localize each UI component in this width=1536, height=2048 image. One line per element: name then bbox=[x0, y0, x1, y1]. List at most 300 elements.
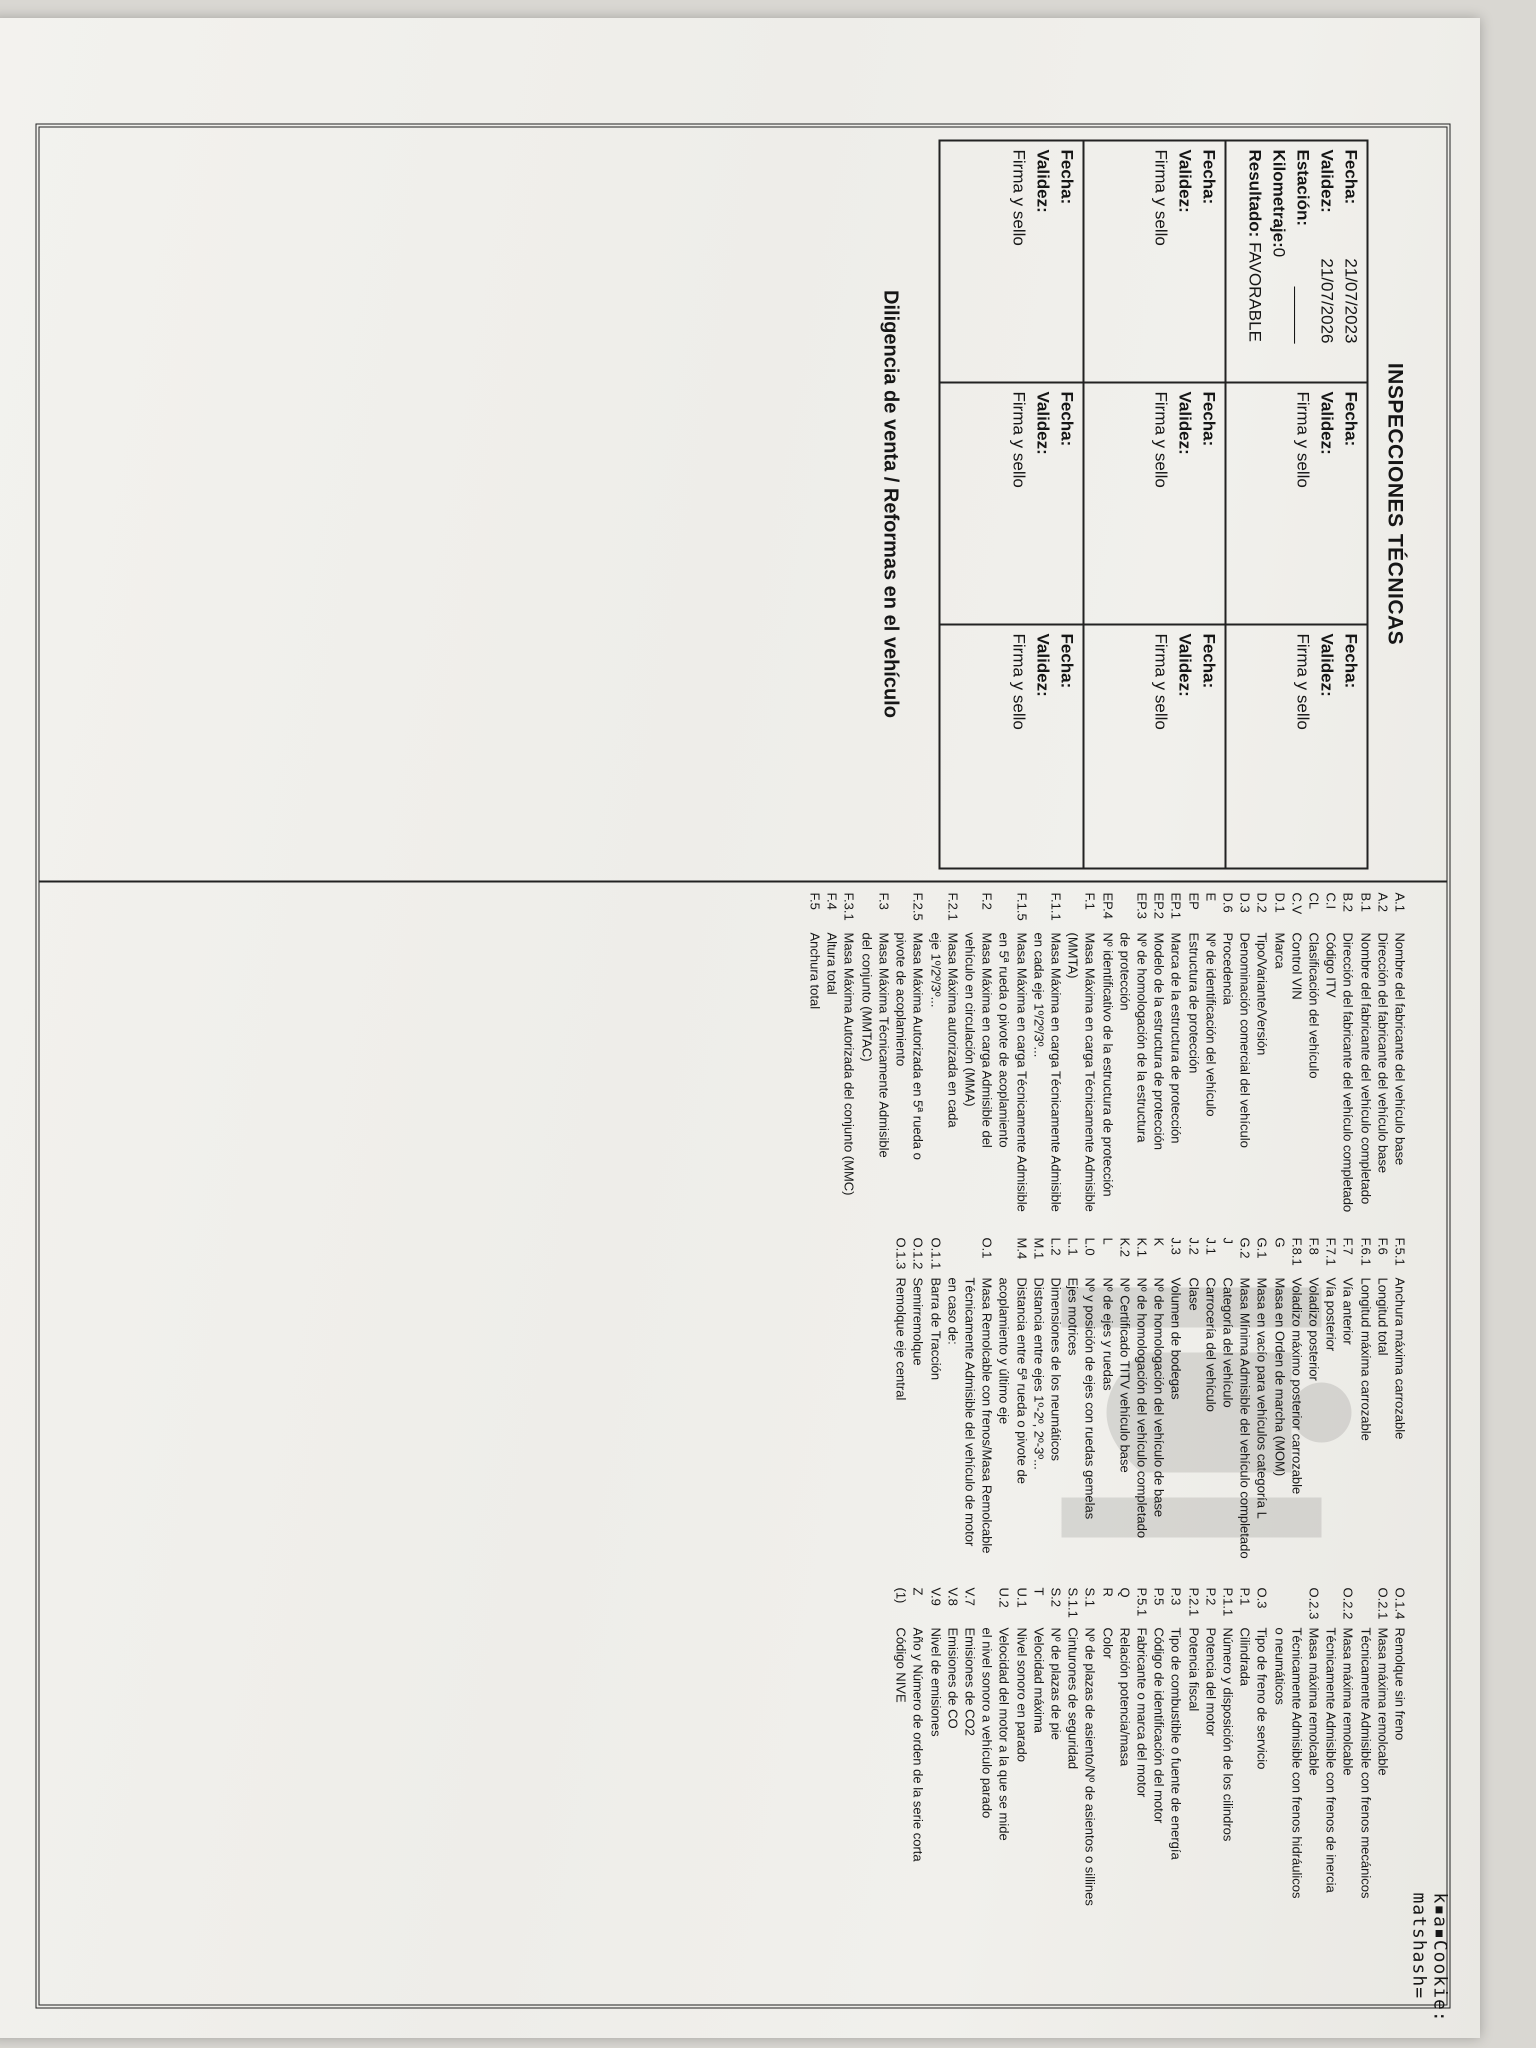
field-text: Nº de homologación de la estructura bbox=[1133, 932, 1149, 1142]
field-text: Distancia entre ejes 1º-2º, 2º-3º... bbox=[1030, 1277, 1046, 1470]
field-item bbox=[1133, 892, 1150, 1212]
field-text: Fabricante o marca del motor bbox=[1133, 1627, 1149, 1797]
field-text: en caso de: bbox=[944, 1277, 960, 1345]
validez-label: Validez: bbox=[1175, 633, 1194, 697]
field-item bbox=[944, 892, 961, 1212]
field-item bbox=[1219, 1237, 1236, 1558]
field-item bbox=[1167, 1237, 1184, 1558]
field-text: Masa Mínima Admisible del vehículo completado bbox=[1237, 1277, 1253, 1559]
fields-column-1 bbox=[806, 892, 1408, 1212]
field-item bbox=[909, 1587, 926, 1905]
field-item bbox=[1202, 1237, 1219, 1558]
field-text: Código de identificación del motor bbox=[1151, 1627, 1167, 1823]
field-code: F.3 bbox=[875, 892, 891, 910]
field-text: Barra de Tracción bbox=[927, 1277, 943, 1380]
field-code: F.5 bbox=[807, 892, 823, 910]
field-item bbox=[1064, 892, 1081, 1212]
field-code: F.1.5 bbox=[1013, 892, 1029, 921]
field-item bbox=[806, 892, 823, 1212]
field-item bbox=[1305, 1237, 1322, 1558]
field-item bbox=[1012, 1237, 1029, 1558]
field-code: K.2 bbox=[1116, 1237, 1132, 1257]
field-text: en cada eje 1º/2º/3º... bbox=[1030, 932, 1046, 1057]
field-text: Tipo de combustible o fuente de energía bbox=[1168, 1627, 1184, 1860]
field-text: Semirremolque bbox=[910, 1277, 926, 1366]
field-code: P.2.1 bbox=[1185, 1587, 1201, 1616]
resultado-label: Resultado: bbox=[1245, 149, 1264, 237]
field-code: S.1 bbox=[1082, 1587, 1098, 1607]
field-code bbox=[1030, 892, 1047, 932]
field-item bbox=[961, 1237, 978, 1558]
fecha-label: Fecha: bbox=[1057, 633, 1076, 688]
field-code: O.1 bbox=[979, 1237, 995, 1258]
field-code: P.1.1 bbox=[1219, 1587, 1235, 1616]
field-text: Control VIN bbox=[1288, 932, 1304, 1000]
field-item bbox=[1253, 1237, 1270, 1558]
inspections-title: INSPECCIONES TÉCNICAS bbox=[1383, 362, 1406, 645]
firma-label: Firma y sello bbox=[1293, 391, 1312, 488]
field-text: Técnicamente Admisible con frenos hidráulicos bbox=[1288, 1627, 1304, 1898]
field-code: O.2.1 bbox=[1374, 1587, 1390, 1619]
field-text: Clase bbox=[1185, 1277, 1201, 1311]
field-text: Masa máxima remolcable bbox=[1305, 1627, 1321, 1776]
field-text: Velocidad máxima bbox=[1030, 1627, 1046, 1733]
field-text: de protección bbox=[1116, 932, 1132, 1011]
field-item bbox=[995, 1237, 1012, 1558]
field-code: O.1.2 bbox=[910, 1237, 926, 1269]
field-item bbox=[1030, 892, 1047, 1212]
field-code: M.4 bbox=[1013, 1237, 1029, 1259]
fecha-label: Fecha: bbox=[1057, 149, 1076, 204]
field-code: O.2.3 bbox=[1305, 1587, 1321, 1619]
field-code: A.2 bbox=[1374, 892, 1390, 912]
kilometraje-value: 0 bbox=[1269, 247, 1288, 257]
field-item bbox=[1270, 1587, 1287, 1905]
inspection-cell bbox=[1224, 625, 1366, 867]
field-code: F.7 bbox=[1340, 1237, 1356, 1255]
field-item bbox=[1288, 1237, 1305, 1558]
field-item bbox=[892, 892, 909, 1212]
firma-label: Firma y sello bbox=[1009, 149, 1028, 246]
field-text: Masa en vacío para vehículos categoría L bbox=[1254, 1277, 1270, 1519]
field-text: Color bbox=[1099, 1627, 1115, 1659]
field-item bbox=[926, 1237, 943, 1558]
field-item bbox=[1202, 1587, 1219, 1905]
field-code: S.1.1 bbox=[1065, 1587, 1081, 1618]
field-code: D.6 bbox=[1219, 892, 1235, 913]
field-item bbox=[961, 892, 978, 1212]
field-code: EP.2 bbox=[1151, 892, 1167, 919]
field-text: en 5ª rueda o pivote de acoplamiento bbox=[996, 932, 1012, 1148]
field-text: Dirección del fabricante del vehículo completado bbox=[1340, 932, 1356, 1212]
field-item bbox=[1064, 1587, 1081, 1905]
field-text: Distancia entre 5ª rueda o pivote de bbox=[1013, 1277, 1029, 1484]
firma-label: Firma y sello bbox=[1293, 633, 1312, 730]
field-item bbox=[1374, 1587, 1391, 1905]
field-code: EP.3 bbox=[1133, 892, 1149, 919]
fecha-label: Fecha: bbox=[1341, 391, 1360, 446]
field-item bbox=[1098, 1237, 1115, 1558]
field-item bbox=[1339, 1237, 1356, 1558]
field-code: F.8 bbox=[1305, 1237, 1321, 1255]
field-code: D.3 bbox=[1237, 892, 1253, 913]
field-item bbox=[1116, 892, 1133, 1212]
field-code: O.1.1 bbox=[927, 1237, 943, 1269]
field-item bbox=[1081, 1237, 1098, 1558]
field-code: J.2 bbox=[1185, 1237, 1201, 1255]
field-code: K.1 bbox=[1133, 1237, 1149, 1257]
field-item bbox=[978, 1587, 995, 1905]
field-item bbox=[1030, 1587, 1047, 1905]
field-item bbox=[1270, 1237, 1287, 1558]
field-item bbox=[1184, 1587, 1201, 1905]
validez-label: Validez: bbox=[1033, 149, 1052, 213]
field-item bbox=[1150, 1237, 1167, 1558]
fields-column-2 bbox=[892, 1237, 1408, 1558]
field-code: O.1.4 bbox=[1392, 1587, 1407, 1619]
field-code bbox=[944, 1237, 961, 1277]
fecha-label: Fecha: bbox=[1199, 149, 1218, 204]
field-item bbox=[1219, 1587, 1236, 1905]
validez-label: Validez: bbox=[1033, 633, 1052, 697]
field-code: B.1 bbox=[1357, 892, 1373, 912]
field-item bbox=[1288, 1587, 1305, 1905]
field-text: (MMTA) bbox=[1065, 932, 1081, 978]
field-code: E bbox=[1202, 892, 1218, 901]
field-code: C.V bbox=[1288, 892, 1304, 914]
field-item bbox=[926, 892, 943, 1212]
field-item bbox=[1253, 892, 1270, 1212]
field-text: Carrocería del vehículo bbox=[1202, 1277, 1218, 1412]
field-item bbox=[1356, 1587, 1373, 1905]
firma-label: Firma y sello bbox=[1009, 633, 1028, 730]
field-text: Anchura máxima carrozable bbox=[1392, 1277, 1407, 1439]
field-item bbox=[1339, 892, 1356, 1212]
field-text: Nº de identificación del vehículo bbox=[1202, 932, 1218, 1116]
fecha-label: Fecha: bbox=[1199, 391, 1218, 446]
field-text: del conjunto (MMTAC) bbox=[858, 932, 874, 1062]
field-code: F.5.1 bbox=[1392, 1237, 1407, 1266]
field-code: F.8.1 bbox=[1288, 1237, 1304, 1266]
field-item bbox=[1391, 892, 1408, 1212]
field-text: Longitud máxima carrozable bbox=[1357, 1277, 1373, 1441]
inspection-cell bbox=[1082, 141, 1224, 383]
field-code: V.8 bbox=[944, 1587, 960, 1606]
field-code: P.2 bbox=[1202, 1587, 1218, 1605]
field-code: F.6 bbox=[1374, 1237, 1390, 1255]
field-text: Técnicamente Admisible del vehículo de motor bbox=[961, 1277, 977, 1546]
field-item bbox=[961, 1587, 978, 1905]
firma-label: Firma y sello bbox=[1151, 149, 1170, 246]
field-code: F.1 bbox=[1082, 892, 1098, 910]
field-text: Masa Máxima en carga Técnicamente Admisible bbox=[1047, 932, 1063, 1212]
field-text: Vía anterior bbox=[1340, 1277, 1356, 1345]
field-code: EP.1 bbox=[1168, 892, 1184, 919]
field-text: Nº de plazas de asiento/Nº de asientos o sillines bbox=[1082, 1627, 1098, 1906]
field-code: EP bbox=[1185, 892, 1201, 910]
field-item bbox=[1339, 1587, 1356, 1905]
field-code bbox=[1270, 1587, 1287, 1627]
inspections-panel bbox=[39, 127, 1446, 882]
field-code: C.I bbox=[1323, 892, 1339, 909]
field-item bbox=[1081, 1587, 1098, 1905]
estacion-value: ______ bbox=[1293, 286, 1312, 343]
field-text: Altura total bbox=[824, 932, 840, 995]
fecha-label: Fecha: bbox=[1341, 633, 1360, 688]
field-code: P.5.1 bbox=[1133, 1587, 1149, 1616]
field-code bbox=[858, 892, 875, 932]
field-code: D.2 bbox=[1254, 892, 1270, 913]
field-code bbox=[1064, 892, 1081, 932]
field-code: P.3 bbox=[1168, 1587, 1184, 1605]
field-item bbox=[1030, 1237, 1047, 1558]
field-code bbox=[1322, 1587, 1339, 1627]
field-text: Nivel de emisiones bbox=[927, 1627, 943, 1737]
field-code: EP.4 bbox=[1099, 892, 1115, 919]
field-text: Velocidad del motor a la que se mide bbox=[996, 1627, 1012, 1841]
field-item bbox=[944, 1587, 961, 1905]
field-item bbox=[1098, 1587, 1115, 1905]
field-text: Masa Máxima Autorizada en 5ª rueda o bbox=[910, 932, 926, 1160]
field-text: Volumen de bodegas bbox=[1168, 1277, 1184, 1400]
field-code: F.3.1 bbox=[841, 892, 857, 921]
field-item bbox=[1167, 1587, 1184, 1905]
field-code: F.6.1 bbox=[1357, 1237, 1373, 1266]
validez-label: Validez: bbox=[1317, 149, 1336, 213]
field-item bbox=[1202, 892, 1219, 1212]
field-item bbox=[1133, 1237, 1150, 1558]
field-text: Nivel sonoro en parado bbox=[1013, 1627, 1029, 1762]
document-paper bbox=[0, 18, 1480, 2038]
field-code: (1) bbox=[893, 1587, 909, 1603]
fecha-label: Fecha: bbox=[1341, 149, 1360, 204]
field-code: M.1 bbox=[1030, 1237, 1046, 1259]
field-code: S.2 bbox=[1047, 1587, 1063, 1607]
field-text: Masa Máxima en carga Admisible del bbox=[979, 932, 995, 1148]
field-text: Procedencia bbox=[1219, 932, 1235, 1005]
field-item bbox=[1236, 892, 1253, 1212]
field-item bbox=[1012, 1587, 1029, 1905]
field-text: Emisiones de CO bbox=[944, 1627, 960, 1729]
field-item bbox=[823, 892, 840, 1212]
field-code bbox=[926, 892, 943, 932]
field-reference-panel bbox=[39, 882, 1450, 2023]
field-item bbox=[858, 892, 875, 1212]
field-item bbox=[926, 1587, 943, 1905]
fecha-label: Fecha: bbox=[1199, 633, 1218, 688]
field-text: Técnicamente Admisible con frenos de inercia bbox=[1323, 1627, 1339, 1893]
field-text: Tipo de freno de servicio bbox=[1254, 1627, 1270, 1769]
field-text: Masa Máxima en carga Técnicamente Admisible bbox=[1013, 932, 1029, 1212]
field-code: F.1.1 bbox=[1047, 892, 1063, 921]
field-text: Denominación comercial del vehículo bbox=[1237, 932, 1253, 1148]
field-text: Cinturones de seguridad bbox=[1065, 1627, 1081, 1769]
field-code: O.2.2 bbox=[1340, 1587, 1356, 1619]
field-text: Marca bbox=[1271, 932, 1287, 969]
field-text: Nº identificativo de la estructura de protección bbox=[1099, 932, 1115, 1197]
field-item bbox=[1236, 1587, 1253, 1905]
validez-label: Validez: bbox=[1175, 391, 1194, 455]
field-item bbox=[944, 1237, 961, 1558]
field-item bbox=[1219, 892, 1236, 1212]
field-item bbox=[995, 892, 1012, 1212]
validez-label: Validez: bbox=[1175, 149, 1194, 213]
firma-label: Firma y sello bbox=[1151, 391, 1170, 488]
field-item bbox=[995, 1587, 1012, 1905]
hash-text: k▪a▪Cookie: matshash= bbox=[1408, 1892, 1450, 2023]
field-code: K bbox=[1151, 1237, 1167, 1246]
field-text: Masa Remolcable con frenos/Masa Remolcable bbox=[979, 1277, 995, 1554]
field-text: pivote de acoplamiento bbox=[893, 932, 909, 1066]
field-code: F.7.1 bbox=[1323, 1237, 1339, 1266]
field-item bbox=[1133, 1587, 1150, 1905]
field-text: Nº de homologación del vehículo completado bbox=[1133, 1277, 1149, 1538]
field-text: Nombre del fabricante del vehículo base bbox=[1392, 932, 1407, 1165]
field-text: Nombre del fabricante del vehículo completado bbox=[1357, 932, 1373, 1204]
field-text: acoplamiento y último eje bbox=[996, 1277, 1012, 1424]
field-code: U.2 bbox=[996, 1587, 1012, 1608]
inspection-cell bbox=[1224, 383, 1366, 625]
field-text: Ejes motrices bbox=[1065, 1277, 1081, 1356]
resultado-value: FAVORABLE bbox=[1245, 241, 1264, 342]
field-code: L.0 bbox=[1082, 1237, 1098, 1256]
field-text: Masa Máxima autorizada en cada bbox=[944, 932, 960, 1128]
field-text: Nº Certificado TITV vehículo base bbox=[1116, 1277, 1132, 1473]
firma-label: Firma y sello bbox=[1009, 391, 1028, 488]
field-text: Masa Máxima en carga Técnicamente Admisible bbox=[1082, 932, 1098, 1212]
field-text: o neumáticos bbox=[1271, 1627, 1287, 1705]
validez-label: Validez: bbox=[1317, 391, 1336, 455]
field-item bbox=[1236, 1237, 1253, 1558]
field-item bbox=[875, 892, 892, 1212]
fecha-label: Fecha: bbox=[1057, 391, 1076, 446]
field-item bbox=[1150, 1587, 1167, 1905]
field-code bbox=[978, 1587, 995, 1627]
field-text: Categoría del vehículo bbox=[1219, 1277, 1235, 1408]
field-item bbox=[1047, 892, 1064, 1212]
field-item bbox=[1012, 892, 1029, 1212]
field-text: Masa máxima remolcable bbox=[1340, 1627, 1356, 1776]
field-text: Marca de la estructura de protección bbox=[1168, 932, 1184, 1143]
field-code bbox=[995, 892, 1012, 932]
field-item bbox=[1391, 1587, 1408, 1905]
field-item bbox=[1305, 1587, 1322, 1905]
field-item bbox=[840, 892, 857, 1212]
field-text: Nº de homologación del vehículo de base bbox=[1151, 1277, 1167, 1517]
field-text: Remolque sin freno bbox=[1392, 1627, 1407, 1740]
field-item bbox=[892, 1237, 909, 1558]
field-code: V.9 bbox=[927, 1587, 943, 1606]
field-text: Nº de ejes y ruedas bbox=[1099, 1277, 1115, 1391]
field-code: G.1 bbox=[1254, 1237, 1270, 1258]
field-item bbox=[1184, 892, 1201, 1212]
field-text: Código NIVE bbox=[893, 1627, 909, 1703]
field-text: el nivel sonoro a vehículo parado bbox=[979, 1627, 995, 1818]
field-item bbox=[1098, 892, 1115, 1212]
field-code: F.2.1 bbox=[944, 892, 960, 921]
field-text: Masa Máxima Autorizada del conjunto (MMC) bbox=[841, 932, 857, 1195]
field-item bbox=[1374, 892, 1391, 1212]
field-code: D.1 bbox=[1271, 892, 1287, 913]
field-text: Vía posterior bbox=[1323, 1277, 1339, 1351]
inspection-cell bbox=[1082, 625, 1224, 867]
field-item bbox=[1116, 1237, 1133, 1558]
field-code: G bbox=[1271, 1237, 1287, 1248]
field-code: O.3 bbox=[1254, 1587, 1270, 1608]
field-item bbox=[1116, 1587, 1133, 1905]
field-text: Relación potencia/masa bbox=[1116, 1627, 1132, 1766]
document-frame bbox=[35, 123, 1450, 2023]
field-text: Potencia fiscal bbox=[1185, 1627, 1201, 1711]
field-code: Q bbox=[1116, 1587, 1132, 1598]
fields-column-3 bbox=[892, 1587, 1408, 1905]
field-item bbox=[1356, 1237, 1373, 1558]
field-code: B.2 bbox=[1340, 892, 1356, 912]
validez-label: Validez: bbox=[1317, 633, 1336, 697]
field-text: Número y disposición de los cilindros bbox=[1219, 1627, 1235, 1841]
field-code: J.3 bbox=[1168, 1237, 1184, 1255]
firma-label: Firma y sello bbox=[1151, 633, 1170, 730]
field-text: vehículo en circulación (MMA) bbox=[961, 932, 977, 1107]
inspection-cell bbox=[940, 383, 1082, 625]
field-text: Nº y posición de ejes con ruedas gemelas bbox=[1082, 1277, 1098, 1519]
field-item bbox=[1288, 892, 1305, 1212]
validez-value: 21/07/2026 bbox=[1317, 257, 1336, 343]
fecha-value: 21/07/2023 bbox=[1341, 257, 1360, 343]
validez-label: Validez: bbox=[1033, 391, 1052, 455]
field-code: P.1 bbox=[1237, 1587, 1253, 1605]
field-code: T bbox=[1030, 1587, 1046, 1595]
field-code: CL bbox=[1305, 892, 1321, 909]
field-text: Código ITV bbox=[1323, 932, 1339, 998]
field-code: F.4 bbox=[824, 892, 840, 910]
diligencia-title: Diligencia de venta / Reformas en el vehículo bbox=[879, 289, 901, 718]
field-text: Clasificación del vehículo bbox=[1305, 932, 1321, 1078]
field-code: L.1 bbox=[1065, 1237, 1081, 1256]
field-text: Voladizo máximo posterior carrozable bbox=[1288, 1277, 1304, 1494]
field-text: Anchura total bbox=[807, 932, 823, 1009]
field-text: Estructura de protección bbox=[1185, 932, 1201, 1073]
field-text: Tipo/Variante/Versión bbox=[1254, 932, 1270, 1055]
field-item bbox=[1253, 1587, 1270, 1905]
field-text: Cilindrada bbox=[1237, 1627, 1253, 1686]
field-item bbox=[1322, 1237, 1339, 1558]
field-text: Masa en Orden de marcha (MOM) bbox=[1271, 1277, 1287, 1476]
field-text: Nº de plazas de pie bbox=[1047, 1627, 1063, 1740]
field-text: Dirección del fabricante del vehículo base bbox=[1374, 932, 1390, 1173]
field-item bbox=[1391, 1237, 1408, 1558]
field-code: L bbox=[1099, 1237, 1115, 1245]
field-code bbox=[961, 892, 978, 932]
field-text: eje 1º/2º/3º... bbox=[927, 932, 943, 1007]
field-text: Masa Máxima Técnicamente Admisible bbox=[875, 932, 891, 1158]
field-text: Dimensiones de los neumáticos bbox=[1047, 1277, 1063, 1461]
field-code: R bbox=[1099, 1587, 1115, 1597]
field-code: F.2.5 bbox=[910, 892, 926, 921]
field-item bbox=[1064, 1237, 1081, 1558]
field-text: Longitud total bbox=[1374, 1277, 1390, 1356]
field-code bbox=[892, 892, 909, 932]
estacion-label: Estación: bbox=[1293, 149, 1312, 226]
kilometraje-label: Kilometraje: bbox=[1269, 149, 1288, 248]
field-text: Técnicamente Admisible con frenos mecánicos bbox=[1357, 1627, 1373, 1898]
field-code: G.2 bbox=[1237, 1237, 1253, 1258]
field-text: Potencia del motor bbox=[1202, 1627, 1218, 1736]
field-code bbox=[1356, 1587, 1373, 1627]
field-item bbox=[1374, 1237, 1391, 1558]
field-item bbox=[1322, 1587, 1339, 1905]
field-text: Modelo de la estructura de protección bbox=[1151, 932, 1167, 1150]
